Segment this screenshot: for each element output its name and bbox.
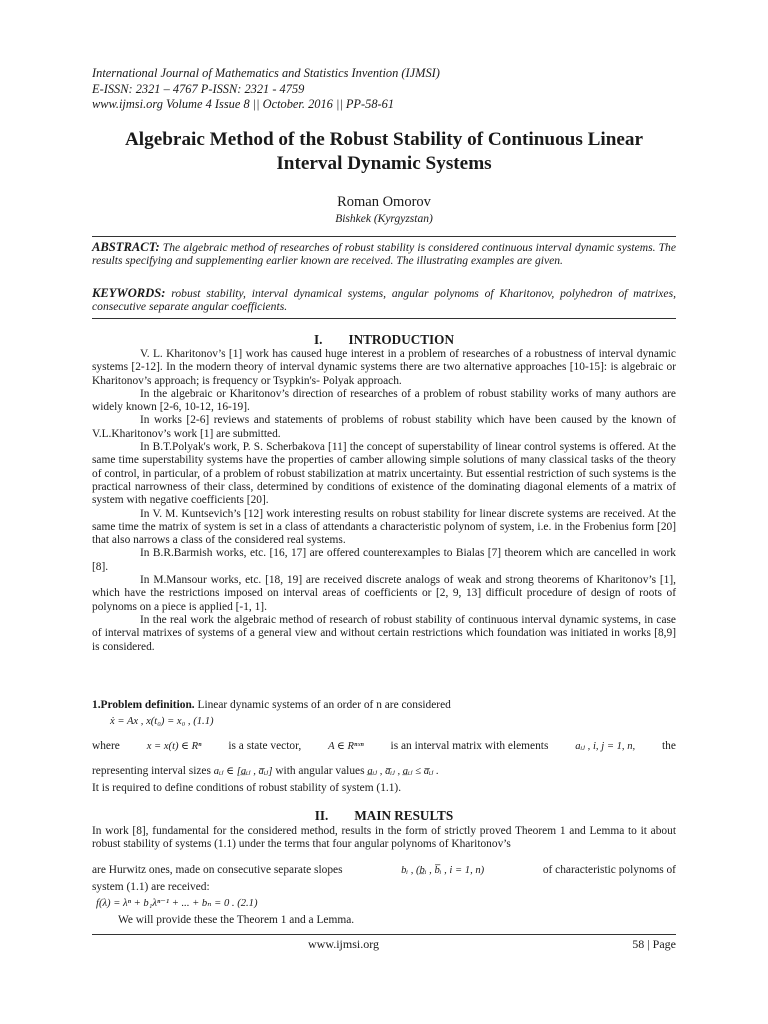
keywords-text: robust stability, interval dynamical systems, angular polynoms of Kharitonov, polyhedron of matrixes, consecutive separate angular coefficients. [92,287,676,314]
section-title: INTRODUCTION [348,332,454,347]
section-heading-main-results [92,808,676,824]
where-text: is a state vector, [228,740,302,752]
matrix-expr: A ∈ Rⁿˣⁿ [328,741,364,752]
where-text: is an interval matrix with elements [390,740,549,752]
main-results-p1: In work [8], fundamental for the considered method, results in the form of strictly proved Theorem 1 and Lemma to it about robust stability of systems (1.1) under the terms that four angular polynoms of Kharitonov’s [92,825,676,851]
journal-header [92,66,676,113]
title-line-2: Interval Dynamic Systems [276,153,492,174]
abstract-label: ABSTRACT: [92,240,160,254]
angular-values-expr: a̲ᵢⱼ , a̅ᵢⱼ , a̲ᵢⱼ ≤ a̅ᵢⱼ . [367,766,439,777]
abstract-bottom-rule [92,318,676,319]
equation-1-1: ẋ = Ax , x(t₀) = x₀ , (1.1) [110,716,214,727]
slopes-expr: bᵢ , (b̲ᵢ , b̅ᵢ , i = 1, n) [401,865,485,876]
journal-name: International Journal of Mathematics and Statistics Invention (IJMSI) [92,66,440,80]
keywords [92,287,676,314]
paper-title [92,128,676,176]
abstract-top-rule [92,236,676,237]
requirement-text: It is required to define conditions of robust stability of system (1.1). [92,782,402,794]
footer-page-number: 58 | Page [632,937,676,951]
interval-expr: aᵢⱼ ∈ [a̲ᵢⱼ , a̅ᵢⱼ] [213,766,273,777]
state-vector-expr: x = x(t) ∈ Rⁿ [146,741,202,752]
where-line [92,740,676,752]
footer-site: www.ijmsi.org [308,937,380,951]
section-number: I. [314,332,323,347]
intro-paragraph: In B.T.Polyak's work, P. S. Scherbakova [11] the concept of superstability of linear control systems is offered. At the same time superstability systems have the properties of camber allowing simple solutions of many classical tasks of the theory of control, in particular, of a problem of robust stabilization at matrix uncertainty. But essential restriction of such systems is the practical narrowness of their class, determined by conditions of existence of the dominating diagonal elements of a matrix of system with negative coefficients [20]. [92,441,676,507]
keywords-label: KEYWORDS: [92,286,166,300]
where-text: where [92,740,120,752]
journal-issue: www.ijmsi.org Volume 4 Issue 8 || October. 2016 || PP-58-61 [92,97,395,111]
sizes-text: representing interval sizes [92,765,211,777]
intro-paragraph: V. L. Kharitonov’s [1] work has caused huge interest in a problem of researches of a robustness of interval dynamic systems [2-12]. In the modern theory of interval dynamic systems there are two alternative approaches [10-15]: is algebraic or Kharitonov’s approach; is frequency or Tsypkin's- Polyak approach. [92,348,676,387]
intro-paragraph: In V. M. Kuntsevich’s [12] work interesting results on robust stability for linear discrete systems are received. At the same time the matrix of system is set in a class of attendants a characteristic polynom of system, i.e. in the Frobenius form [20] that also narrows a class of the considered real systems. [92,507,676,547]
journal-issn: E-ISSN: 2321 – 4767 P-ISSN: 2321 - 4759 [92,81,305,96]
where-text: the [662,740,676,752]
abstract-text: The algebraic method of researches of robust stability is considered continuous interval dynamic systems. The results specifying and supplementing earlier known are received. The illustrating examples are given. [92,241,676,268]
section-title: MAIN RESULTS [354,808,454,823]
main-results-p2: We will provide these the Theorem 1 and a Lemma. [118,914,355,926]
footer-rule [92,934,676,935]
slopes-line [92,864,676,876]
intro-paragraph: In B.R.Barmish works, etc. [16, 17] are offered counterexamples to Bialas [7] theorem which are cancelled in work [8]. [92,547,676,573]
intro-paragraph: In M.Mansour works, etc. [18, 19] are received discrete analogs of weak and strong theorems of Kharitonov’s [1], which have the restrictions imposed on interval areas of coefficients or [2, 9, 13] difficult procedure of design of roots of polynoms on a piece is applied [-1, 1]. [92,574,676,613]
author-affiliation: Bishkek (Kyrgyzstan) [335,213,433,225]
title-line-1: Algebraic Method of the Robust Stability of Continuous Linear [124,129,644,150]
equation-2-1: f(λ) = λⁿ + b₁λⁿ⁻¹ + ... + bₙ = 0 . (2.1) [96,898,258,909]
abstract [92,241,676,268]
problem-definition [92,699,676,711]
intro-paragraph: In works [2-6] reviews and statements of problems of robust stability which have been caused by the known of V.L.Kharitonov’s work [1] are submitted. [92,414,676,440]
author-name: Roman Omorov [337,194,431,210]
sizes-text: with angular values [275,765,365,777]
slopes-text: of characteristic polynoms of [542,864,676,876]
problem-text: Linear dynamic systems of an order of n are considered [197,699,451,711]
problem-label: 1.Problem definition. [92,699,195,711]
system-received-text: system (1.1) are received: [92,881,210,893]
slopes-text: are Hurwitz ones, made on consecutive separate slopes [92,864,343,876]
section-number: II. [314,808,329,823]
section-heading-introduction [92,332,676,348]
intro-paragraph: In the real work the algebraic method of research of robust stability of continuous interval dynamic systems, in case of interval matrixes of systems of a general view and without certain restrictions which foundation was initiated in works [8,9] is considered. [92,613,676,653]
introduction-body [92,348,676,654]
intro-paragraph: In the algebraic or Kharitonov’s direction of researches of a problem of robust stability works of many authors are widely known [2-6, 10-12, 16-19]. [92,387,676,414]
interval-sizes-line [92,765,676,777]
elements-expr: aᵢⱼ , i, j = 1, n, [575,741,636,752]
